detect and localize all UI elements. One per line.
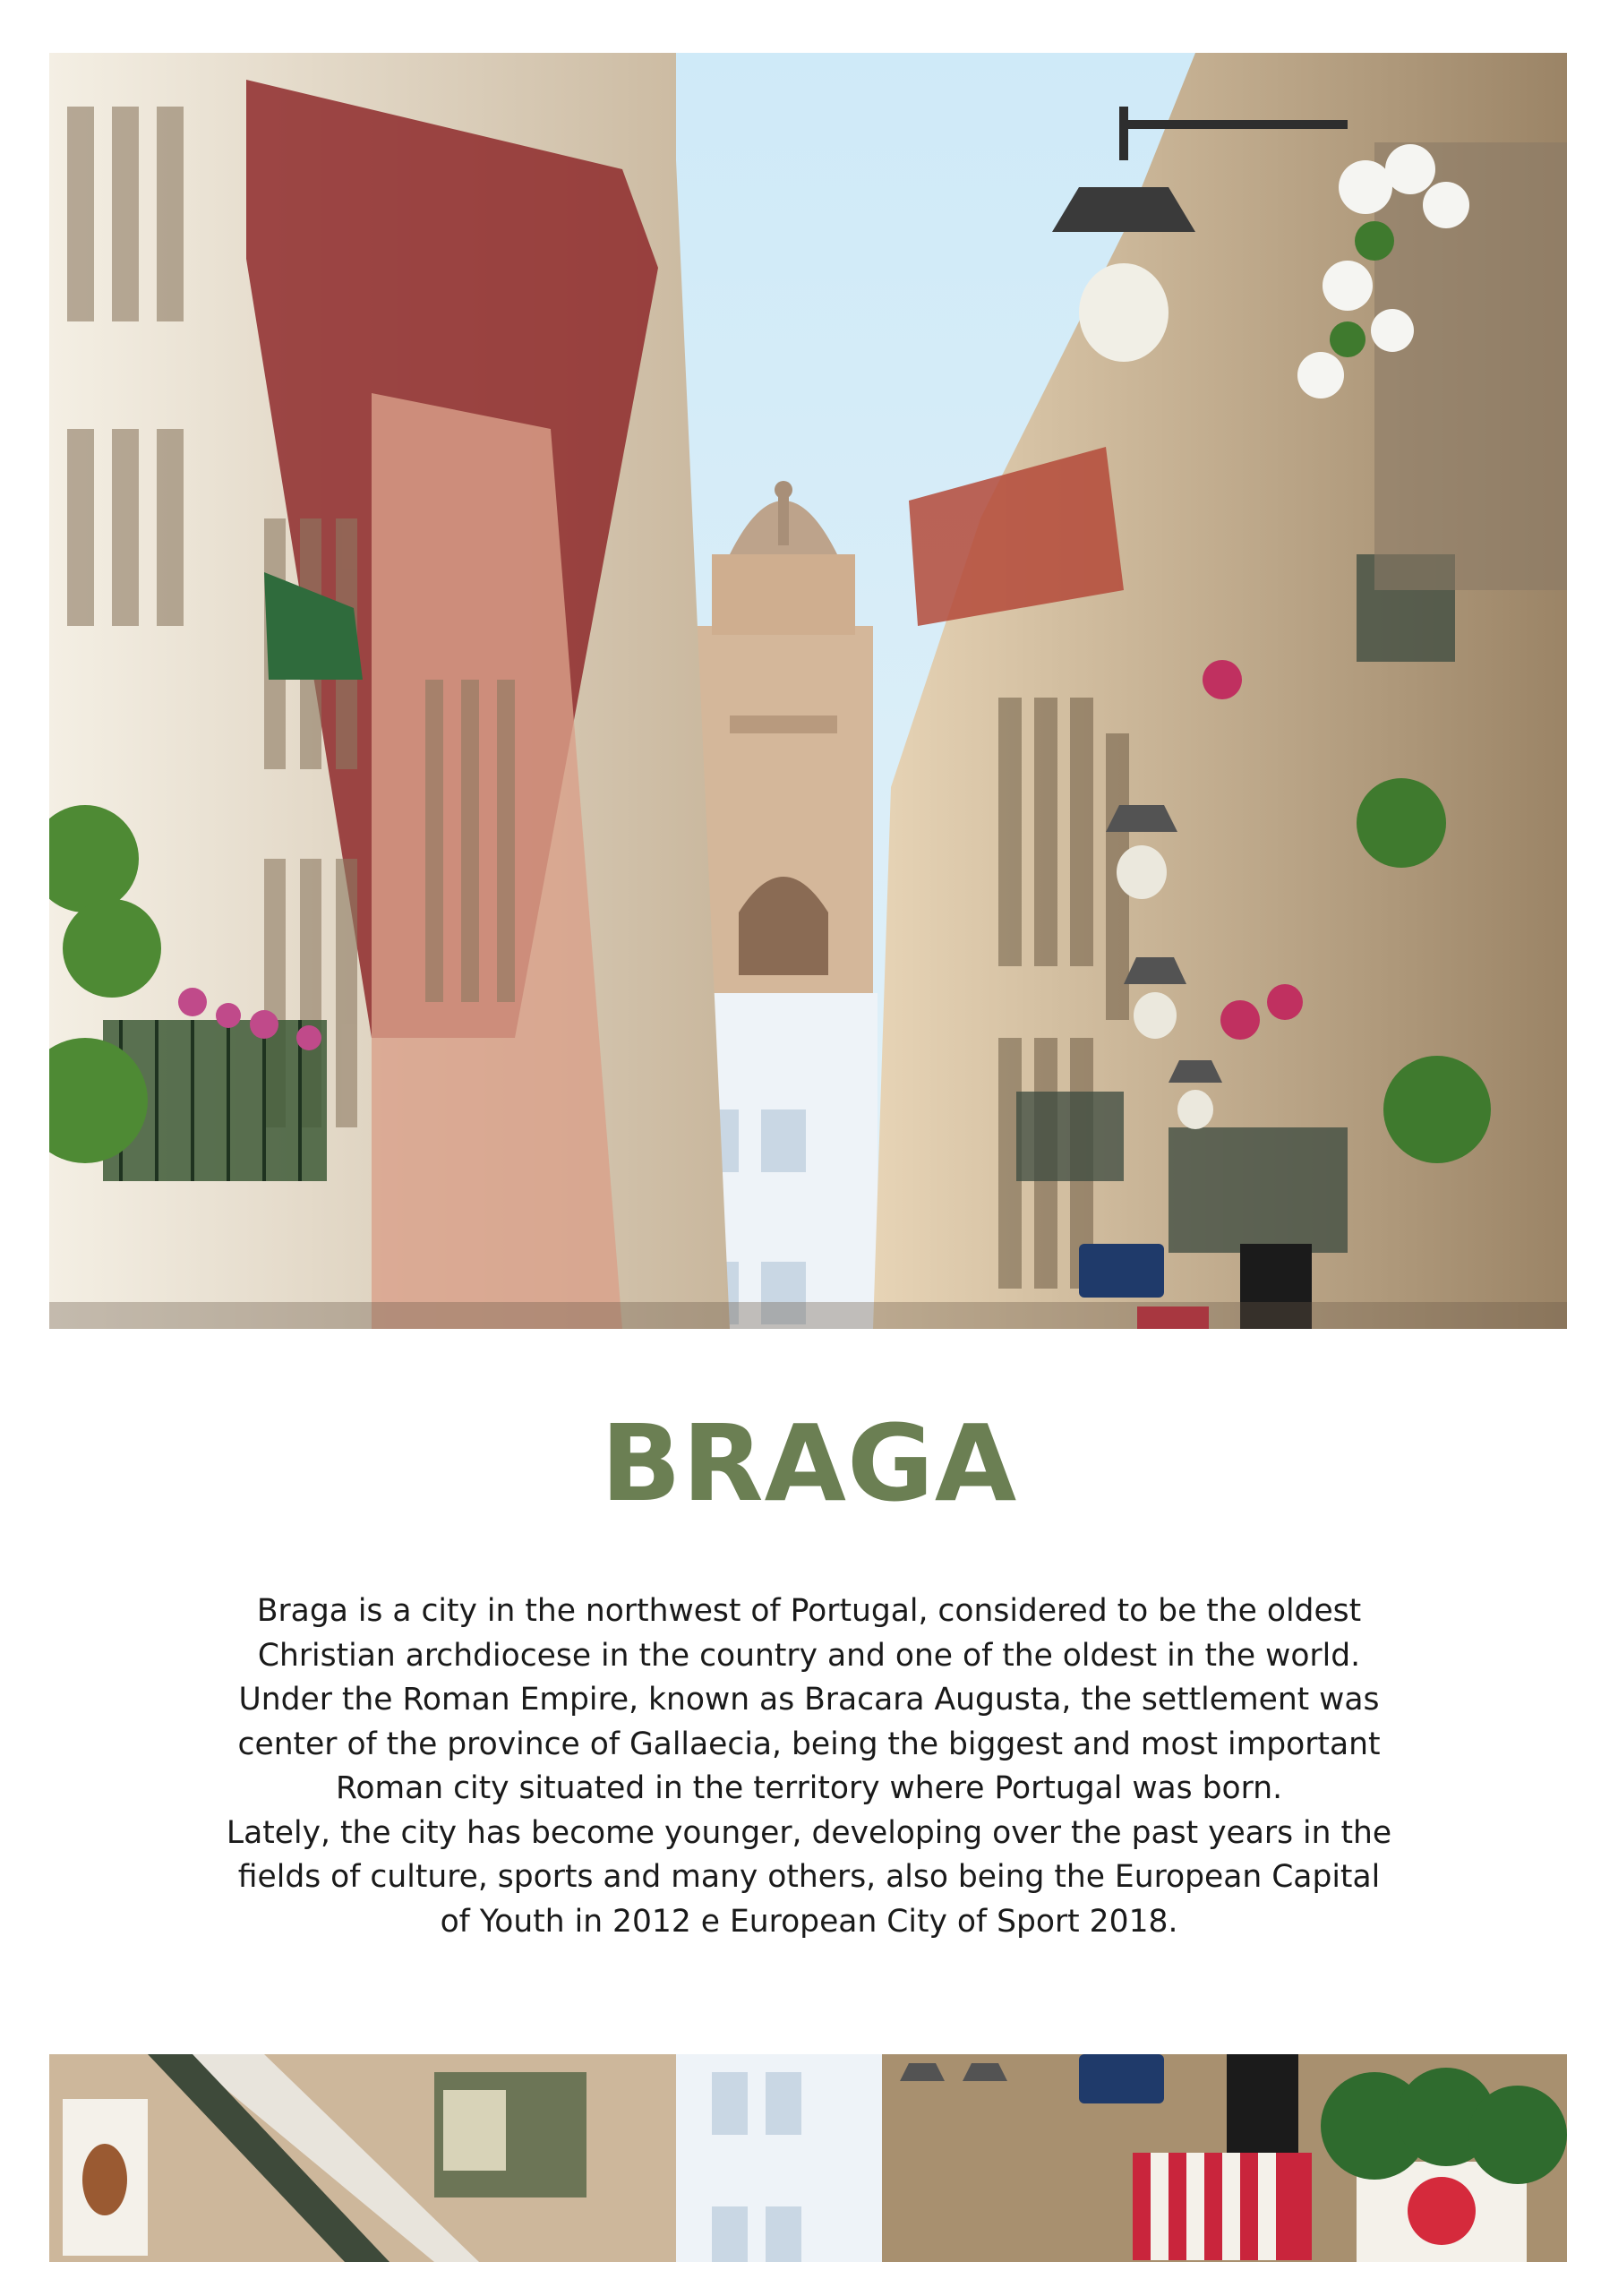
description-line: Christian archdiocese in the country and one of the oldest in the world. bbox=[257, 1637, 1361, 1674]
church-tower bbox=[694, 481, 873, 1038]
description-line: Lately, the city has become younger, developing over the past years in the bbox=[226, 1814, 1392, 1851]
description-line: Braga is a city in the northwest of Portugal, considered to be the oldest bbox=[256, 1593, 1362, 1629]
description-line: fields of culture, sports and many others, also being the European Capital bbox=[237, 1859, 1381, 1895]
page-title: BRAGA bbox=[600, 1401, 1018, 1525]
description-line: center of the province of Gallaecia, being the biggest and most important bbox=[237, 1726, 1381, 1762]
description-line: of Youth in 2012 e European City of Sport 2018. bbox=[440, 1903, 1178, 1940]
city-description bbox=[179, 1589, 1439, 1944]
braga-street-photo bbox=[49, 53, 1567, 1329]
street-level-illustration bbox=[49, 2054, 1567, 2262]
description-line: Roman city situated in the territory where Portugal was born. bbox=[335, 1770, 1283, 1806]
street-scene-illustration bbox=[49, 53, 1567, 1329]
description-line: Under the Roman Empire, known as Bracara Augusta, the settlement was bbox=[238, 1682, 1380, 1718]
braga-street-photo-crop bbox=[49, 2054, 1567, 2262]
